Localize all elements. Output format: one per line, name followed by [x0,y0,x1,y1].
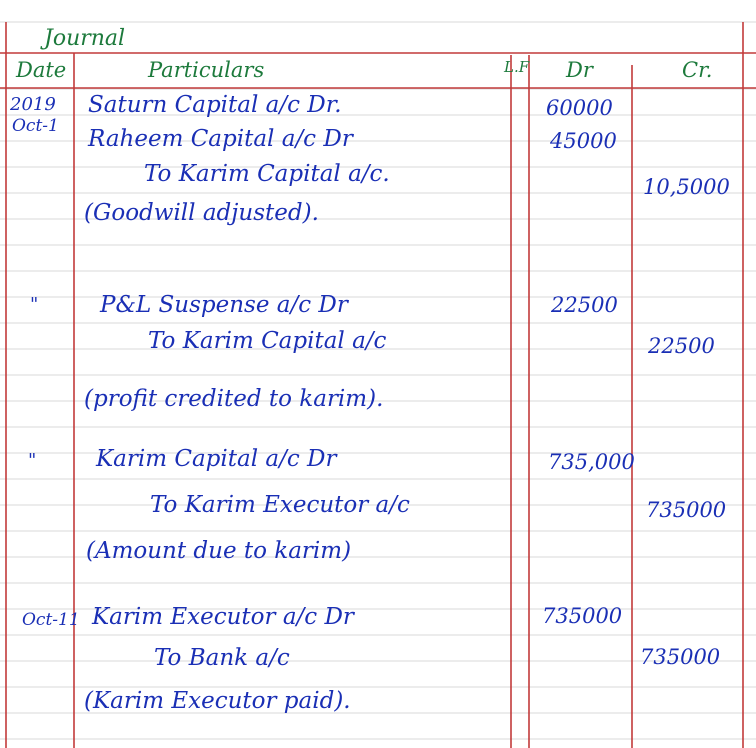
cr-amount: 735000 [640,645,721,669]
cr-column-header: Cr. [682,58,713,82]
particulars-line: To Karim Capital a/c [148,328,387,354]
dr-amount: 22500 [551,293,618,317]
particulars-line: To Karim Executor a/c [150,492,410,518]
particulars-line: (Amount due to karim) [86,538,352,564]
particulars-line: Raheem Capital a/c Dr [88,126,353,152]
cr-amount: 10,5000 [643,175,730,199]
entry-date: " [30,294,39,315]
entry-date: " [28,450,37,471]
particulars-line: P&L Suspense a/c Dr [100,292,348,318]
particulars-line: Karim Capital a/c Dr [96,446,337,472]
dr-amount: 60000 [546,96,613,120]
particulars-line: Saturn Capital a/c Dr. [88,92,342,118]
dr-amount: 45000 [550,129,617,153]
particulars-column-header: Particulars [148,58,265,82]
lf-column-header: L.F [504,58,530,76]
particulars-line: Karim Executor a/c Dr [92,604,354,630]
dr-amount: 735,000 [548,450,635,474]
date-column-header: Date [16,58,67,82]
journal-title: Journal [44,26,126,51]
particulars-line: To Bank a/c [154,645,290,671]
particulars-line: (Goodwill adjusted). [84,200,319,226]
particulars-line: (profit credited to karim). [84,386,384,412]
entry-date: Oct-11 [22,610,80,630]
entry-date: Oct-1 [12,116,59,136]
particulars-line: To Karim Capital a/c. [144,161,390,187]
cr-amount: 22500 [648,334,715,358]
dr-amount: 735000 [542,604,623,628]
entry-date: 2019 [10,94,56,115]
particulars-line: (Karim Executor paid). [84,688,351,714]
cr-amount: 735000 [646,498,727,522]
dr-column-header: Dr [566,58,593,82]
